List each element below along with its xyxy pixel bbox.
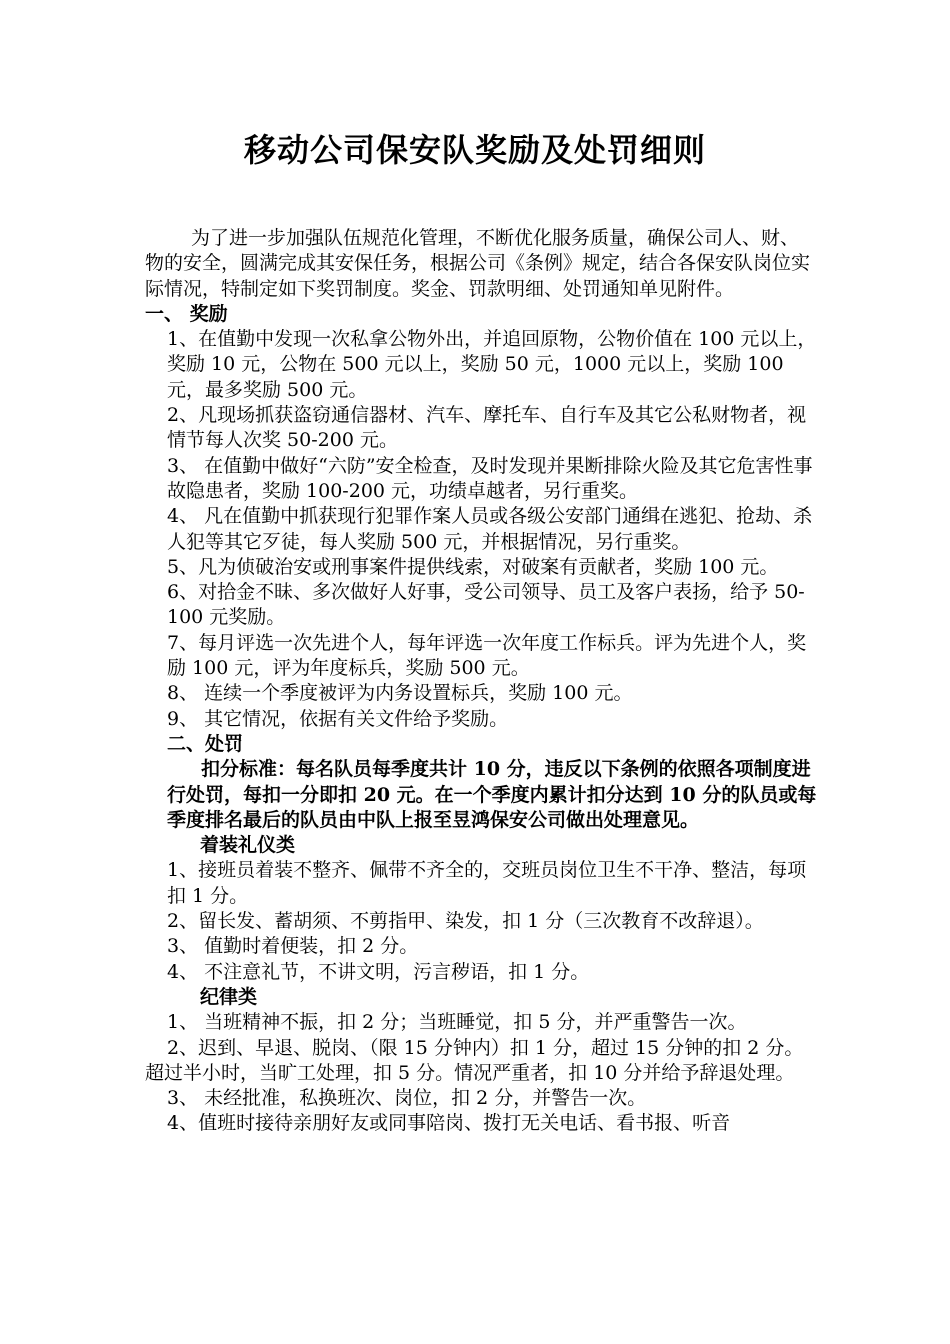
penalty-item: 2、留长发、蓄胡须、不剪指甲、染发，扣 1 分（三次教育不改辞退）。 (167, 910, 764, 933)
reward-item: 8、 连续一个季度被评为内务设置标兵，奖励 100 元。 (167, 682, 633, 705)
section-heading-penalties: 二、处罚 (167, 732, 244, 755)
document-title: 移动公司保安队奖励及处罚细则 (243, 131, 706, 169)
reward-item: 6、对拾金不昧、多次做好人好事，受公司领导、员工及客户表扬，给予 50-100 元奖励。 (167, 581, 805, 629)
reward-item: 7、每月评选一次先进个人，每年评选一次年度工作标兵。评为先进个人，奖励 100 元，评为年度标兵，奖励 500 元。 (167, 631, 807, 680)
penalty-item: 2、迟到、早退、脱岗、（限 15 分钟内）扣 1 分，超过 15 分钟的扣 2 分。超过半小时，当旷工处理，扣 5 分。情况严重者，扣 10 分并给予辞退处理。 (145, 1036, 804, 1084)
penalty-item: 3、 未经批准，私换班次、岗位，扣 2 分，并警告一次。 (167, 1087, 647, 1110)
penalty-item: 4、值班时接待亲朋好友或同事陪岗、拨打无关电话、看书报、听音 (167, 1112, 731, 1135)
reward-item: 5、凡为侦破治安或刑事案件提供线索，对破案有贡献者，奖励 100 元。 (167, 555, 779, 578)
deduction-standard: 扣分标准：每名队员每季度共计 10 分，违反以下条例的依照各项制度进行处罚，每扣一分即扣 20 元。在一个季度内累计扣分达到 10 分的队员或每季度排名最后的队员由中队上报至昱鸿保安公司做出处理意见。 (167, 758, 817, 831)
reward-item: 9、 其它情况，依据有关文件给予奖励。 (167, 707, 509, 730)
reward-item: 2、凡现场抓获盗窃通信器材、汽车、摩托车、自行车及其它公私财物者，视情节每人次奖 50-200 元。 (167, 404, 807, 452)
penalty-item: 1、接班员着装不整齐、佩带不齐全的，交班员岗位卫生不干净、整洁，每项扣 1 分。 (167, 859, 807, 907)
reward-item: 4、 凡在值勤中抓获现行犯罪作案人员或各级公安部门通缉在逃犯、抢劫、杀人犯等其它歹徒，每人奖励 500 元，并根据情况，另行重奖。 (167, 505, 813, 553)
intro-paragraph: 为了进一步加强队伍规范化管理，不断优化服务质量，确保公司人、财、物的安全，圆满完成其安保任务，根据公司《条例》规定，结合各保安队岗位实际情况，特制定如下奖罚制度。奖金、罚款明细、处罚通知单见附件。 (145, 227, 811, 300)
reward-item: 1、在值勤中发现一次私拿公物外出，并追回原物，公物价值在 100 元以上，奖励 10 元，公物在 500 元以上，奖励 50 元，1000 元以上，奖励 100 元，最多奖励 500 元。 (167, 328, 817, 401)
penalty-item: 4、 不注意礼节，不讲文明，污言秽语，扣 1 分。 (167, 960, 590, 983)
category-heading-dress: 着装礼仪类 (200, 834, 296, 857)
document-body (145, 226, 817, 1137)
penalty-item: 3、 值勤时着便装，扣 2 分。 (167, 935, 419, 958)
penalty-item: 1、 当班精神不振，扣 2 分；当班睡觉，扣 5 分，并严重警告一次。 (167, 1011, 747, 1034)
reward-item: 3、 在值勤中做好“六防”安全检查，及时发现并果断排除火险及其它危害性事故隐患者，奖励 100-200 元，功绩卓越者，另行重奖。 (167, 454, 813, 502)
section-heading-rewards: 一、 奖励 (145, 302, 228, 325)
category-heading-discipline: 纪律类 (200, 985, 258, 1008)
